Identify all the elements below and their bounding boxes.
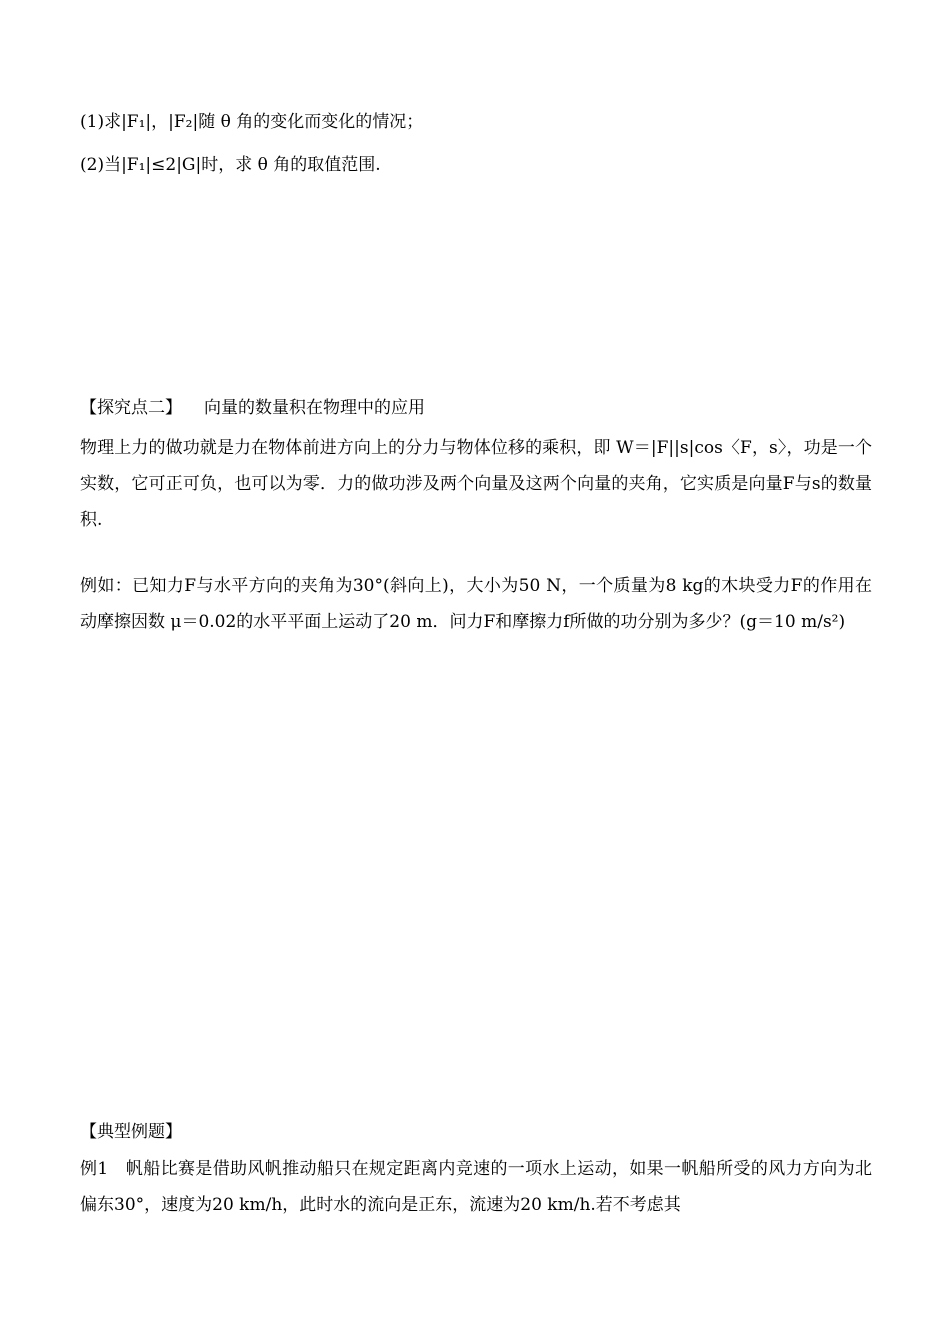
example-1-paragraph: 例1 帆船比赛是借助风帆推动船只在规定距离内竞速的一项水上运动，如果一帆船所受的风力方向为北偏东30°，速度为20 km/h，此时水的流向是正东，流速为20 km/h.若不考虑其 — [80, 1159, 872, 1215]
work-example-paragraph: 例如：已知力F与水平方向的夹角为30°(斜向上)，大小为50 N，一个质量为8 kg的木块受力F的作用在动摩擦因数 μ＝0.02的水平平面上运动了20 m．问力F和摩擦力f所做的功分别为多少？(g＝10 m/s²) — [80, 576, 872, 632]
work-explanation-paragraph: 物理上力的做功就是力在物体前进方向上的分力与物体位移的乘积，即 W＝|F||s|cos〈F，s〉，功是一个实数，它可正可负，也可以为零．力的做功涉及两个向量及这两个向量的夹角，它实质是向量F与s的数量积. — [80, 438, 872, 530]
section-heading-explore-2 — [80, 397, 425, 419]
question-1: (1)求|F₁|，|F₂|随 θ 角的变化而变化的情况； — [80, 112, 424, 132]
section-label: 【探究点二】 — [80, 398, 182, 418]
question-2: (2)当|F₁|≤2|G|时，求 θ 角的取值范围. — [80, 155, 381, 175]
section-title: 向量的数量积在物理中的应用 — [204, 398, 425, 418]
section-heading-typical-examples — [80, 1121, 182, 1143]
section-label: 【典型例题】 — [80, 1122, 182, 1142]
